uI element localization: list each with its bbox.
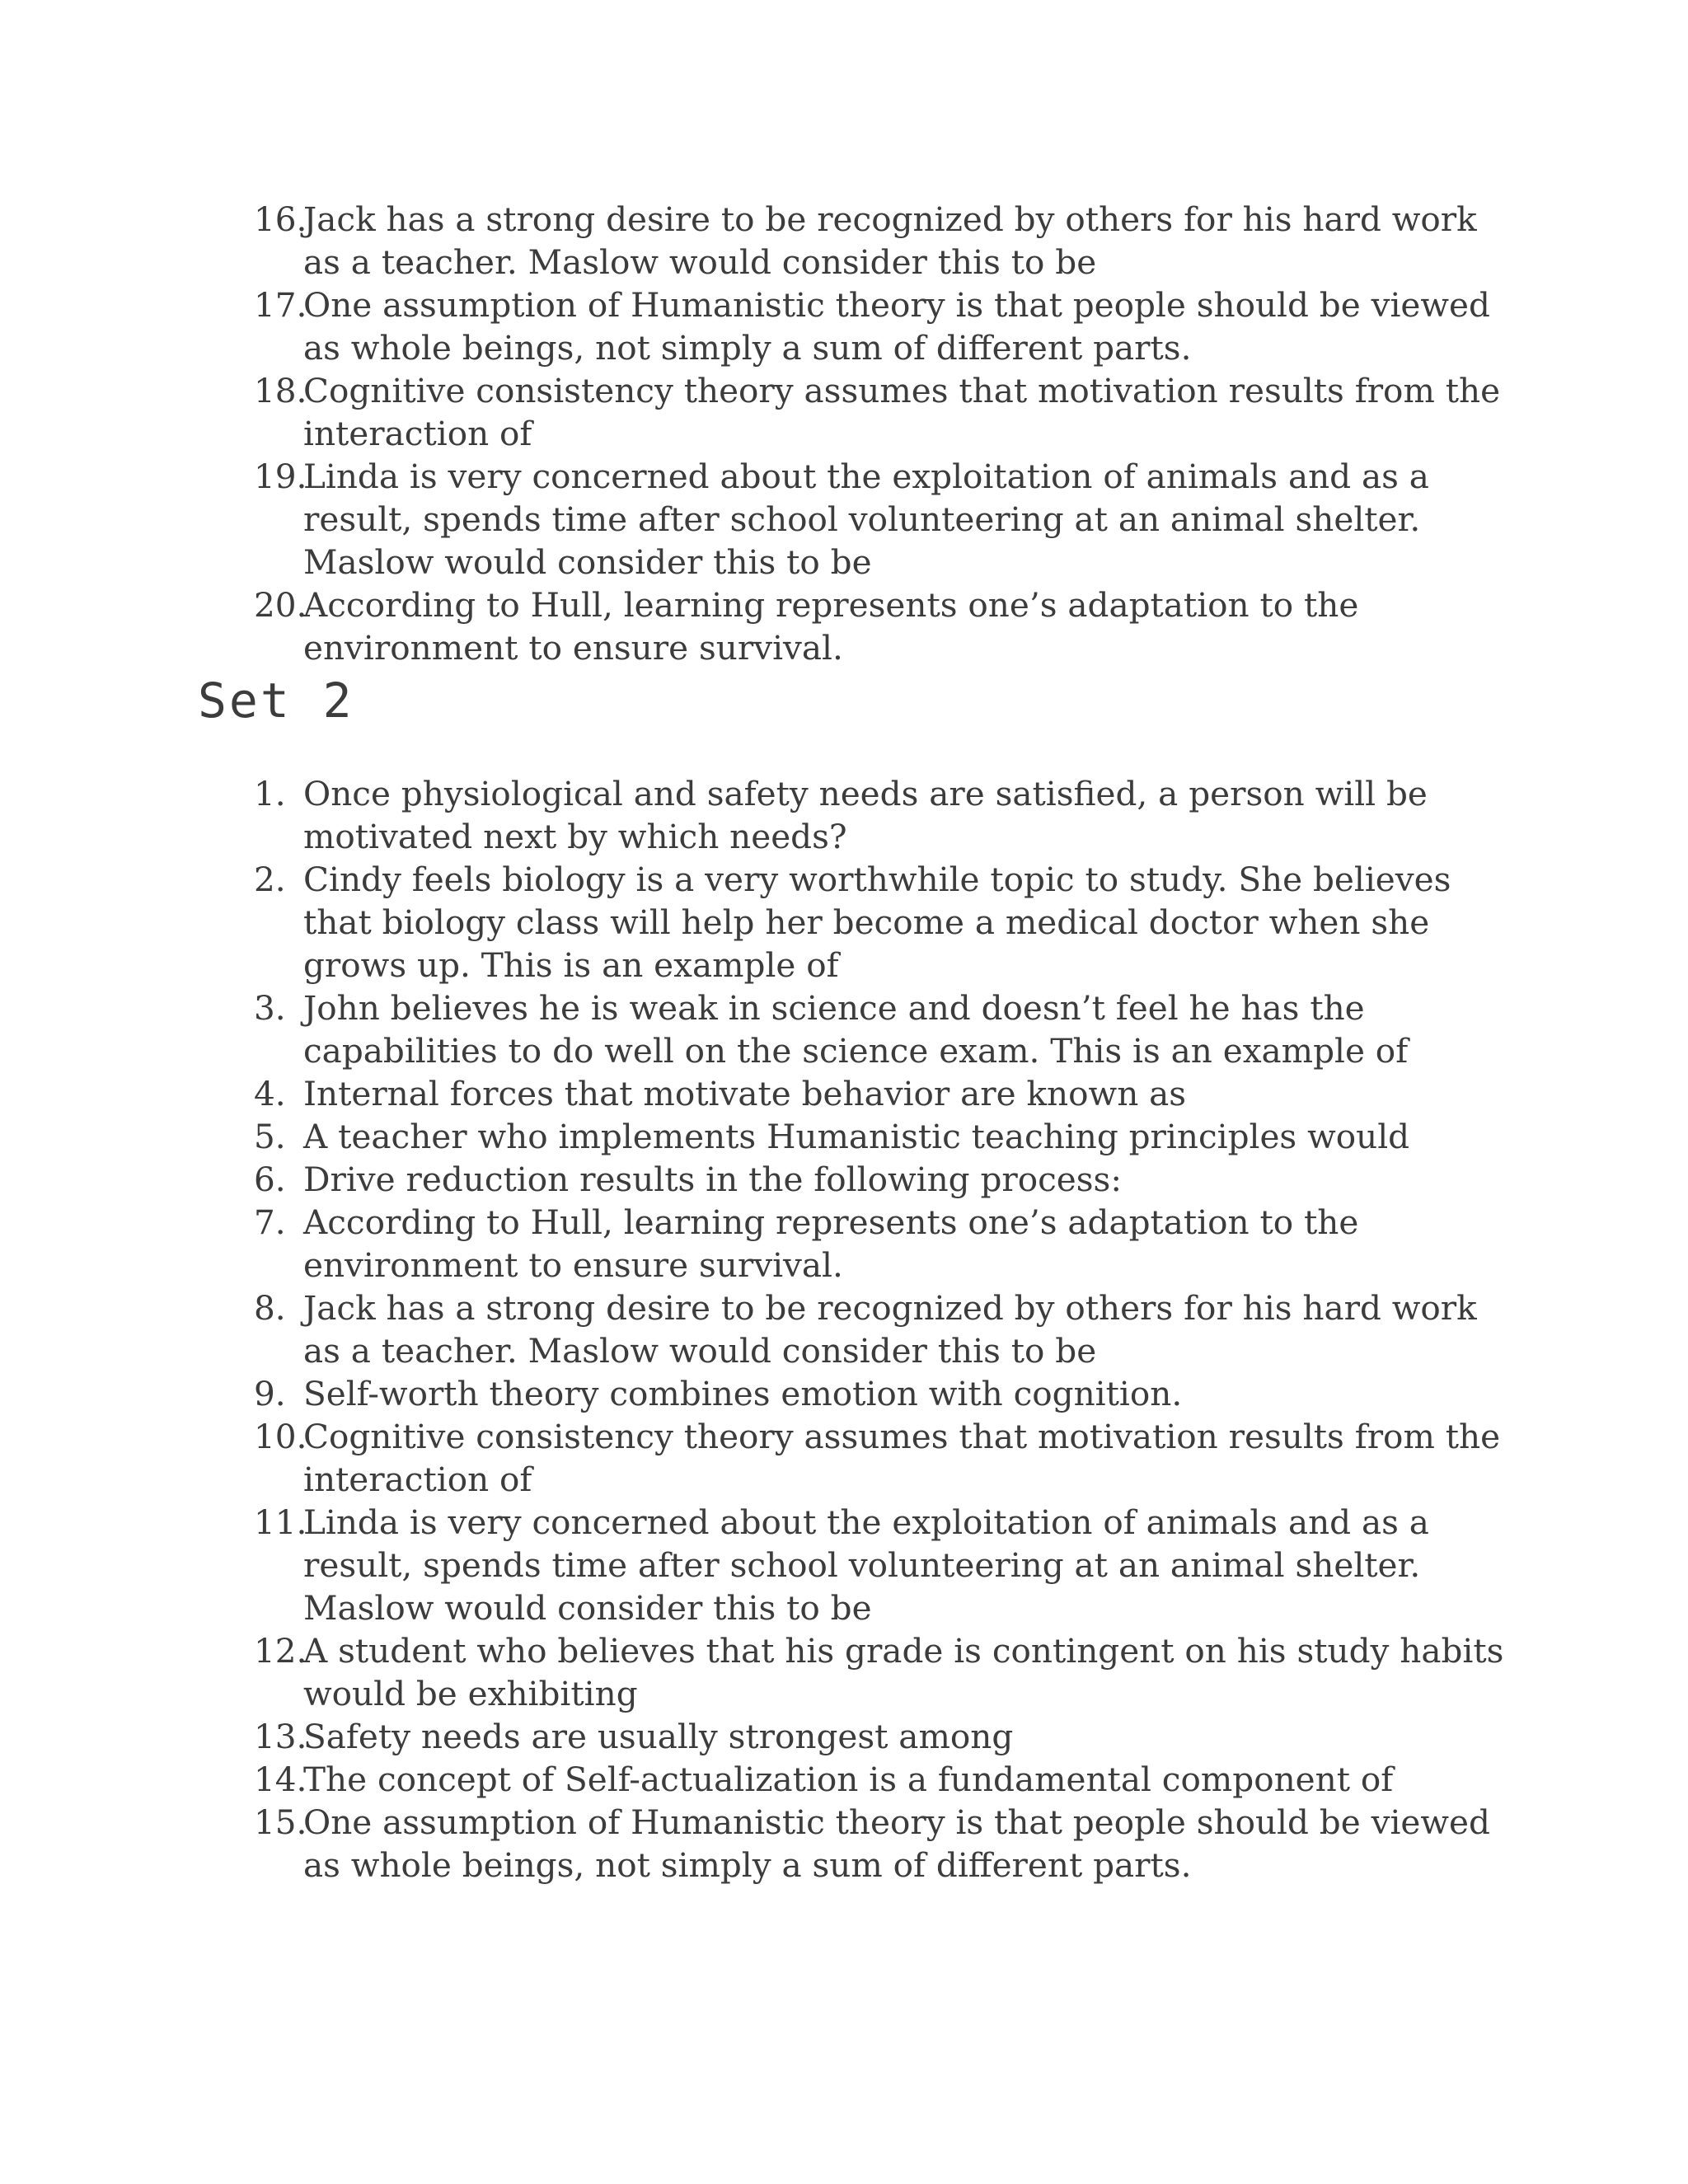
question-number: 19. [254, 457, 307, 496]
list-item [0, 1286, 1507, 1372]
list-item [0, 455, 1507, 583]
list-item [0, 1758, 1507, 1801]
question-text: Jack has a strong desire to be recognized by others for his hard work as a teacher. Maslow would consider this to be [303, 1288, 1477, 1371]
list-item [0, 858, 1507, 987]
question-text: A teacher who implements Humanistic teaching principles would [303, 1117, 1410, 1156]
list-item [0, 284, 1507, 369]
question-text: Linda is very concerned about the exploitation of animals and as a result, spends time after school volunteering at an animal shelter. Maslow would consider this to be [303, 1502, 1429, 1628]
question-list-set1-continued [0, 198, 1507, 669]
question-text: Drive reduction results in the following process: [303, 1160, 1122, 1199]
list-item [0, 1801, 1507, 1886]
list-item [0, 1158, 1507, 1201]
list-item [0, 1372, 1507, 1415]
question-text: John believes he is weak in science and doesn’t feel he has the capabilities to do well on the science exam. This is an example of [303, 988, 1409, 1071]
question-text: Cindy feels biology is a very worthwhile topic to study. She believes that biology class will help her become a medical doctor when she grows up. This is an example of [303, 860, 1451, 985]
question-text: According to Hull, learning represents one’s adaptation to the environment to ensure survival. [303, 1202, 1359, 1285]
question-number: 13. [254, 1717, 307, 1756]
question-text: Jack has a strong desire to be recognized by others for his hard work as a teacher. Maslow would consider this to be [303, 199, 1477, 282]
question-number: 6. [254, 1160, 286, 1199]
question-number: 9. [254, 1374, 286, 1413]
question-number: 1. [254, 774, 286, 813]
question-text: One assumption of Humanistic theory is that people should be viewed as whole beings, not simply a sum of different parts. [303, 285, 1490, 368]
question-number: 5. [254, 1117, 286, 1156]
list-item [0, 1072, 1507, 1115]
question-number: 8. [254, 1288, 286, 1328]
question-number: 20. [254, 585, 307, 625]
list-item [0, 772, 1507, 858]
question-text: Internal forces that motivate behavior are known as [303, 1074, 1187, 1113]
list-item [0, 987, 1507, 1072]
question-text: Linda is very concerned about the exploitation of animals and as a result, spends time after school volunteering at an animal shelter. Maslow would consider this to be [303, 457, 1429, 582]
question-text: A student who believes that his grade is contingent on his study habits would be exhibiting [303, 1631, 1504, 1713]
list-item [0, 1715, 1507, 1758]
question-text: Once physiological and safety needs are satisfied, a person will be motivated next by which needs? [303, 774, 1428, 856]
question-number: 18. [254, 371, 307, 410]
list-item [0, 1415, 1507, 1501]
list-item [0, 1115, 1507, 1158]
question-text: The concept of Self-actualization is a fundamental component of [303, 1760, 1394, 1799]
question-number: 16. [254, 199, 307, 239]
question-text: Self-worth theory combines emotion with cognition. [303, 1374, 1183, 1413]
list-item [0, 369, 1507, 455]
list-item [0, 1629, 1507, 1715]
question-text: Cognitive consistency theory assumes that motivation results from the interaction of [303, 1417, 1501, 1499]
question-number: 12. [254, 1631, 307, 1671]
question-text: According to Hull, learning represents one’s adaptation to the environment to ensure survival. [303, 585, 1359, 668]
question-number: 2. [254, 860, 286, 899]
question-number: 7. [254, 1202, 286, 1242]
question-number: 3. [254, 988, 286, 1028]
question-number: 14. [254, 1760, 307, 1799]
question-text: One assumption of Humanistic theory is that people should be viewed as whole beings, not simply a sum of different parts. [303, 1802, 1490, 1885]
list-item [0, 1201, 1507, 1286]
question-number: 17. [254, 285, 307, 325]
list-item [0, 1501, 1507, 1629]
question-text: Safety needs are usually strongest among [303, 1717, 1014, 1756]
question-list-set2 [0, 772, 1507, 1886]
question-number: 4. [254, 1074, 286, 1113]
section-heading-set-2: Set 2 [198, 673, 354, 729]
question-number: 15. [254, 1802, 307, 1842]
list-item [0, 583, 1507, 669]
question-text: Cognitive consistency theory assumes that motivation results from the interaction of [303, 371, 1501, 453]
list-item [0, 198, 1507, 284]
question-number: 10. [254, 1417, 307, 1456]
question-number: 11. [254, 1502, 307, 1542]
